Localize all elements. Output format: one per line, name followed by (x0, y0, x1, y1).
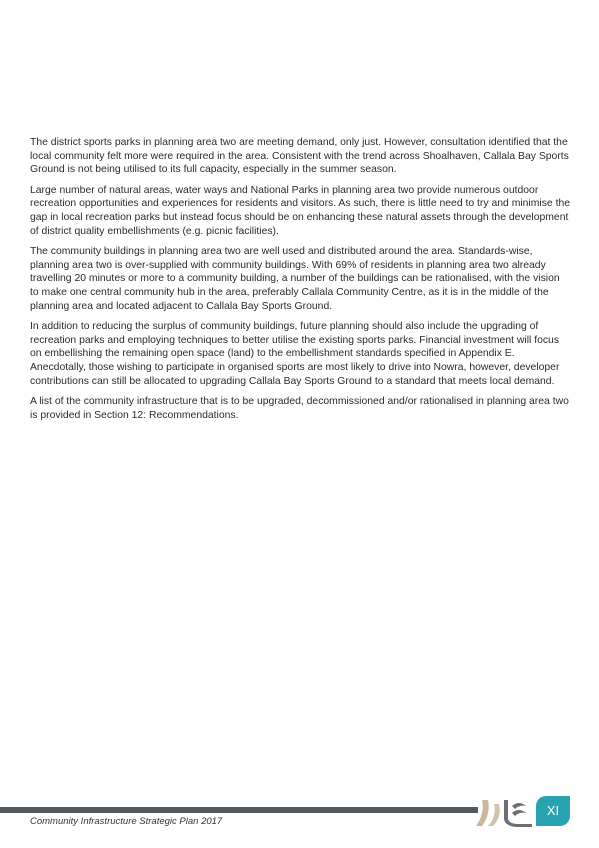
council-logo-icon (474, 796, 536, 828)
paragraph-4: In addition to reducing the surplus of community buildings, future planning should also include the upgrading of recreation parks and employing techniques to better utilise the existing sports parks. Financial investment will focus on embellishing the remaining open space (land) to the embellishment standards specified in Appendix E. Anecdotally, those wishing to participate in organised sports are most likely to drive into Nowra, however, developer contributions can still be allocated to upgrading Callala Bay Sports Ground to a standard that meets local demand. (30, 321, 560, 387)
paragraph-3: The community buildings in planning area two are well used and distributed around the area. Standards-wise, planning area two is over-supplied with community buildings. With 69% of residents in planning area two already travelling 20 minutes or more to a community building, a number of the buildings can be rationalised, with the vision to make one central community hub in the area, preferably Callala Community Centre, as it is in the middle of the planning area and located adjacent to Callala Bay Sports Ground. (30, 246, 560, 312)
footer-document-title: Community Infrastructure Strategic Plan 2017 (30, 816, 223, 827)
footer-bar (0, 807, 478, 813)
paragraph-1: The district sports parks in planning area two are meeting demand, only just. However, consultation identified that the local community felt more were required in the area. Consistent with the trend across Shoalhaven, Callala Bay Sports Ground is not being utilised to its full capacity, especially in the summer season. (30, 137, 569, 176)
page-number-badge: XI (536, 796, 570, 826)
paragraph-2: Large number of natural areas, water ways and National Parks in planning area two provide numerous outdoor recreation opportunities and experiences for residents and visitors. As such, there is little need to try and minimise the gap in local recreation parks but instead focus should be on enhancing these natural assets through the development of district quality embellishments (e.g. picnic facilities). (30, 184, 571, 237)
paragraph-5: A list of the community infrastructure that is to be upgraded, decommissioned and/or rationalised in planning area two is provided in Section 12: Recommendations. (30, 396, 569, 421)
body-text (30, 136, 570, 429)
